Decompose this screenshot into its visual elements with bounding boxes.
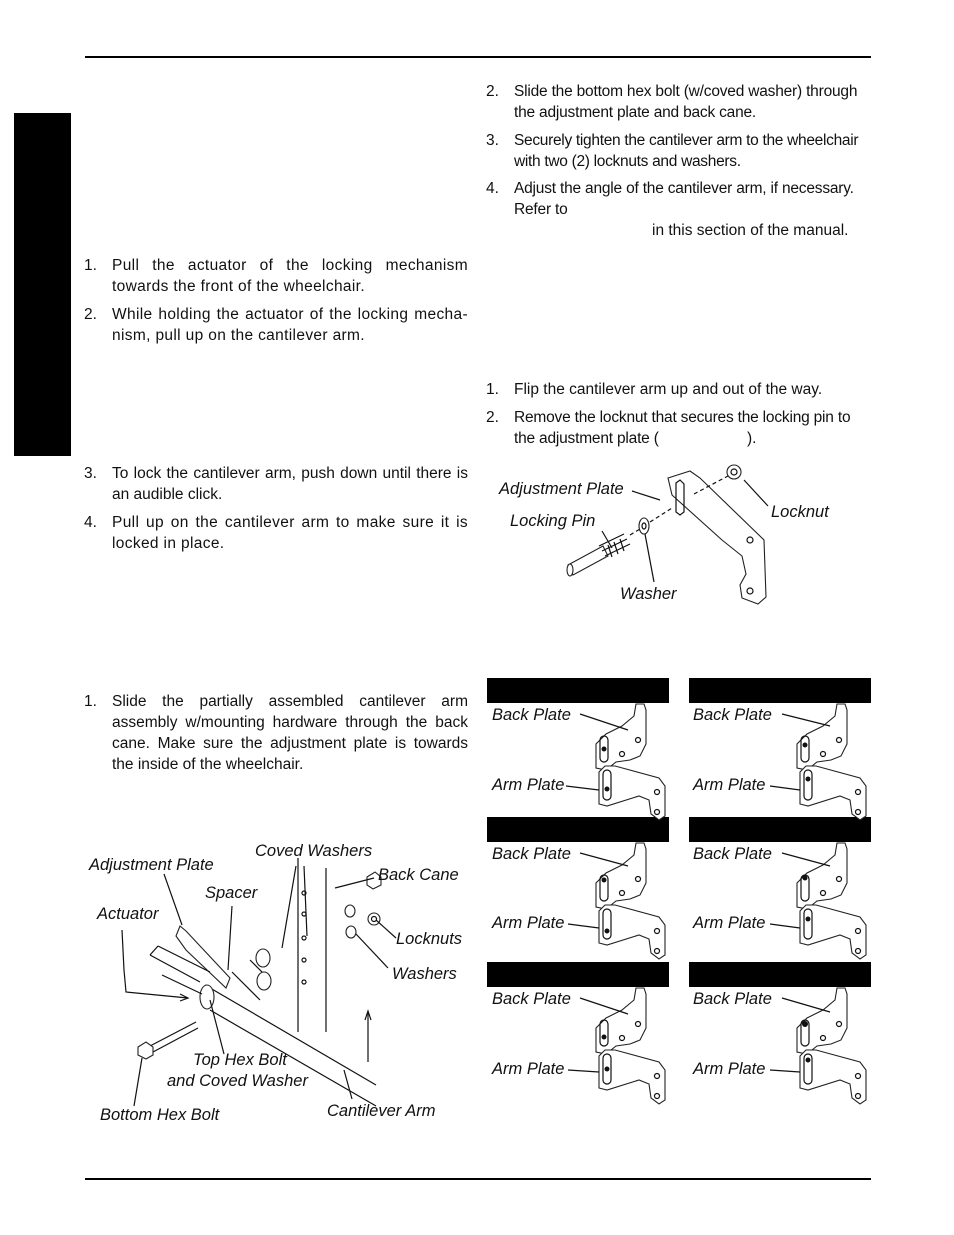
label-back-cane: Back Cane bbox=[378, 866, 459, 884]
label-spacer: Spacer bbox=[205, 884, 258, 902]
label-washers: Washers bbox=[392, 965, 457, 983]
install-step-4: 4. Adjust the angle of the cantilever arm, if necessary. Refer to bbox=[486, 180, 854, 218]
label-washer: Washer bbox=[620, 585, 677, 603]
panel-2-arm-plate-label: Arm Plate bbox=[693, 776, 766, 794]
install-step-4-tail: in this section of the manual. bbox=[652, 222, 849, 239]
removal-step-2: 2. While holding the actuator of the locking mecha-nism, pull up on the cantilever arm. bbox=[84, 306, 468, 344]
panel-5-back-plate-label: Back Plate bbox=[492, 990, 571, 1008]
panel-2-back-plate-label: Back Plate bbox=[693, 706, 772, 724]
panel-5-arm-plate-label: Arm Plate bbox=[492, 1060, 565, 1078]
panel-1-back-plate-label: Back Plate bbox=[492, 706, 571, 724]
panel-3-arm-plate-label: Arm Plate bbox=[492, 914, 565, 932]
panel-6-back-plate-label: Back Plate bbox=[693, 990, 772, 1008]
pin-step-2: 2. Remove the locknut that secures the locking pin to the adjustment plate ( bbox=[486, 409, 851, 447]
removal-step-1: 1. Pull the actuator of the locking mechanism towards the front of the wheelchair. bbox=[84, 257, 468, 295]
install-step-3: 3. Securely tighten the cantilever arm to the wheelchair with two (2) locknuts and washers. bbox=[486, 132, 859, 170]
label-locknut: Locknut bbox=[771, 503, 829, 521]
label-assembly-adjustment-plate: Adjustment Plate bbox=[89, 856, 214, 874]
label-bottom-hex-bolt: Bottom Hex Bolt bbox=[100, 1106, 220, 1124]
panel-4-arm-plate-label: Arm Plate bbox=[693, 914, 766, 932]
panel-1-arm-plate-label: Arm Plate bbox=[492, 776, 565, 794]
panel-4-back-plate-label: Back Plate bbox=[693, 845, 772, 863]
label-coved-washers: Coved Washers bbox=[255, 842, 373, 860]
install-step-2: 2. Slide the bottom hex bolt (w/coved washer) through the adjustment plate and back cane. bbox=[486, 83, 858, 121]
locking-step-4: 4. Pull up on the cantilever arm to make sure it is locked in place. bbox=[84, 514, 468, 552]
locking-step-3: 3. To lock the cantilever arm, push down until there is an audible click. bbox=[84, 465, 468, 503]
pin-step-1: 1. Flip the cantilever arm up and out of the way. bbox=[486, 381, 823, 398]
label-top-hex-bolt-1: Top Hex Bolt bbox=[193, 1051, 287, 1069]
panel-3-back-plate-label: Back Plate bbox=[492, 845, 571, 863]
pin-step-2-tail: ). bbox=[747, 430, 757, 447]
label-cantilever-arm: Cantilever Arm bbox=[327, 1102, 436, 1120]
label-top-hex-bolt-2: and Coved Washer bbox=[167, 1072, 308, 1090]
label-actuator: Actuator bbox=[97, 905, 159, 923]
label-adjustment-plate: Adjustment Plate bbox=[499, 480, 624, 498]
label-locknuts: Locknuts bbox=[396, 930, 463, 948]
label-locking-pin: Locking Pin bbox=[510, 512, 596, 530]
install-step-1: 1. Slide the partially assembled cantilever arm assembly w/mounting hardware through the back cane. Make sure the adjustment plate is towards the inside of the wheelchair. bbox=[84, 693, 468, 773]
panel-6-arm-plate-label: Arm Plate bbox=[693, 1060, 766, 1078]
